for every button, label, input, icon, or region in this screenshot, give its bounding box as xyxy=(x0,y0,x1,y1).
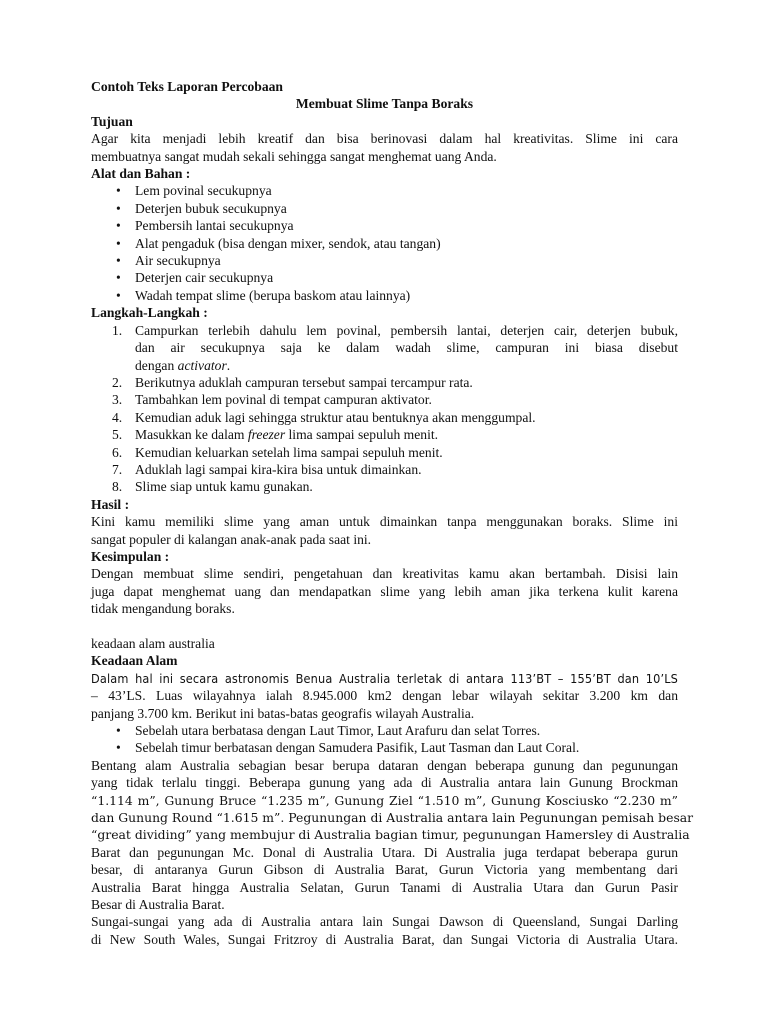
paragraph-line: di New South Wales, Sungai Fritzroy di Australia Barat, dan Sungai Victoria di Australia Utara. xyxy=(91,931,678,947)
step-text-line: Campurkan terlebih dahulu lem povinal, pembersih lantai, deterjen cair, deterjen bubuk, xyxy=(135,322,678,338)
step-number: 5. xyxy=(112,427,123,443)
document-title: Contoh Teks Laporan Percobaan xyxy=(91,79,283,94)
list-item: • Deterjen bubuk secukupnya xyxy=(91,200,678,217)
document-subtitle: Membuat Slime Tanpa Boraks xyxy=(295,96,474,112)
section-heading-kesimpulan: Kesimpulan : xyxy=(91,548,170,564)
step-number: 6. xyxy=(112,444,123,460)
paragraph-line: Agar kita menjadi lebih kreatif dan bisa berinovasi dalam hal kreativitas. Slime ini cara xyxy=(91,131,678,147)
materials-list xyxy=(91,182,678,304)
list-item xyxy=(91,426,678,443)
paragraph-line: “1.114 m”, Gunung Bruce “1.235 m”, Gunung Ziel “1.510 m”, Gunung Kosciusko “2.230 m” xyxy=(91,792,678,808)
step-text: Slime siap untuk kamu gunakan. xyxy=(135,479,313,495)
list-item: • Sebelah timur berbatasan dengan Samudera Pasifik, Laut Tasman dan Laut Coral. xyxy=(91,739,678,756)
list-item: • Alat pengaduk (bisa dengan mixer, sendok, atau tangan) xyxy=(91,235,678,252)
step-text: Kemudian keluarkan setelah lima sampai sepuluh menit. xyxy=(135,444,443,460)
step-text-line xyxy=(135,357,678,374)
step-number: 3. xyxy=(112,392,123,408)
paragraph-line: “great dividing” yang membujur di Australia bagian timur, pegunungan Hamersley di Australia xyxy=(91,827,690,843)
list-item: • Pembersih lantai secukupnya xyxy=(91,217,678,234)
step-text: Masukkan ke dalam xyxy=(135,427,248,443)
steps-list xyxy=(91,322,678,496)
paragraph-line: yang tidak terlalu tinggi. Beberapa gunung yang ada di Australia antara lain Gunung Brockman xyxy=(91,775,678,791)
step-text: . xyxy=(226,357,231,373)
paragraph-line: – 43’LS. Luas wilayahnya ialah 8.945.000 km2 dengan lebar wilayah sekitar 3.200 km dan xyxy=(91,688,678,704)
paragraph-line: sangat populer di kalangan anak-anak pada saat ini. xyxy=(91,531,372,547)
paragraph-line: tidak mengandung boraks. xyxy=(91,601,235,617)
paragraph-line: Dalam hal ini secara astronomis Benua Australia terletak di antara 113’BT – 155’BT dan 10’LS xyxy=(91,670,678,686)
section-heading-langkah: Langkah-Langkah : xyxy=(91,305,208,321)
list-item: • Sebelah utara berbatasa dengan Laut Timor, Laut Arafuru dan selat Torres. xyxy=(91,722,678,739)
step-number: 1. xyxy=(112,322,123,338)
list-item xyxy=(91,478,678,495)
step-text: dengan xyxy=(135,357,178,373)
step-text: Aduklah lagi sampai kira-kira bisa untuk dimainkan. xyxy=(135,461,422,477)
section-heading-hasil: Hasil : xyxy=(91,496,130,512)
step-text: Kemudian aduk lagi sehingga struktur atau bentuknya akan menggumpal. xyxy=(135,409,536,425)
list-item: • Lem povinal secukupnya xyxy=(91,182,678,199)
list-item: • Wadah tempat slime (berupa baskom atau lainnya) xyxy=(91,287,678,304)
section-heading-alat: Alat dan Bahan : xyxy=(91,166,191,182)
paragraph-line: Bentang alam Australia sebagian besar berupa dataran dengan beberapa gunung dan pegunungan xyxy=(91,757,678,773)
step-number: 8. xyxy=(112,479,123,495)
step-text: lima sampai sepuluh menit. xyxy=(285,427,439,443)
step-number: 2. xyxy=(112,374,123,390)
section-heading-tujuan: Tujuan xyxy=(91,113,133,129)
list-item xyxy=(91,409,678,426)
paragraph-line: Kini kamu memiliki slime yang aman untuk dimainkan tanpa menggunakan boraks. Slime ini xyxy=(91,514,678,530)
list-item xyxy=(91,322,678,374)
list-item: • Deterjen cair secukupnya xyxy=(91,269,678,286)
step-text: Tambahkan lem povinal di tempat campuran aktivator. xyxy=(135,392,432,408)
paragraph-line: dan Gunung Round “1.615 m”. Pegunungan di Australia antara lain Pegunungan pemisah besar xyxy=(91,810,694,826)
list-item xyxy=(91,391,678,408)
emphasis-text: activator xyxy=(177,357,227,373)
paragraph-line: Sungai-sungai yang ada di Australia antara lain Sungai Dawson di Queensland, Sungai Darling xyxy=(91,914,678,930)
list-item xyxy=(91,374,678,391)
paragraph-line: Australia Barat hingga Australia Selatan, Gurun Tanami di Australia Utara dan Gurun Pasir xyxy=(91,879,678,895)
list-item: • Air secukupnya xyxy=(91,252,678,269)
step-text-line: dan air secukupnya saja ke dalam wadah slime, campuran ini biasa disebut xyxy=(135,340,678,356)
list-item xyxy=(91,444,678,461)
document-page xyxy=(91,78,694,948)
step-text: Berikutnya aduklah campuran tersebut sampai tercampur rata. xyxy=(135,374,473,390)
paragraph-line: Barat dan pegunungan Mc. Donal di Australia Utara. Di Australia juga terdapat beberapa gurun xyxy=(91,844,678,860)
list-item xyxy=(91,461,678,478)
paragraph-line: juga dapat menghemat uang dan mendapatkan slime yang lebih aman jika terkena kulit karena xyxy=(91,583,678,599)
emphasis-text: freezer xyxy=(247,427,286,443)
paragraph-line: membuatnya sangat mudah sekali sehingga sangat menghemat uang Anda. xyxy=(91,148,497,164)
section-heading-keadaan: Keadaan Alam xyxy=(91,653,178,669)
paragraph-line: besar, di antaranya Gurun Gibson di Australia Barat, Gurun Victoria yang membentang dari xyxy=(91,862,678,878)
section-title: keadaan alam australia xyxy=(91,635,215,651)
borders-list xyxy=(91,722,678,757)
paragraph-line: panjang 3.700 km. Berikut ini batas-batas geografis wilayah Australia. xyxy=(91,705,475,721)
paragraph-line: Dengan membuat slime sendiri, pengetahuan dan kreativitas kamu akan bertambah. Disisi lain xyxy=(91,566,678,582)
step-number: 4. xyxy=(112,409,123,425)
step-number: 7. xyxy=(112,461,123,477)
blank-line xyxy=(91,618,678,635)
paragraph-line: Besar di Australia Barat. xyxy=(91,897,225,913)
